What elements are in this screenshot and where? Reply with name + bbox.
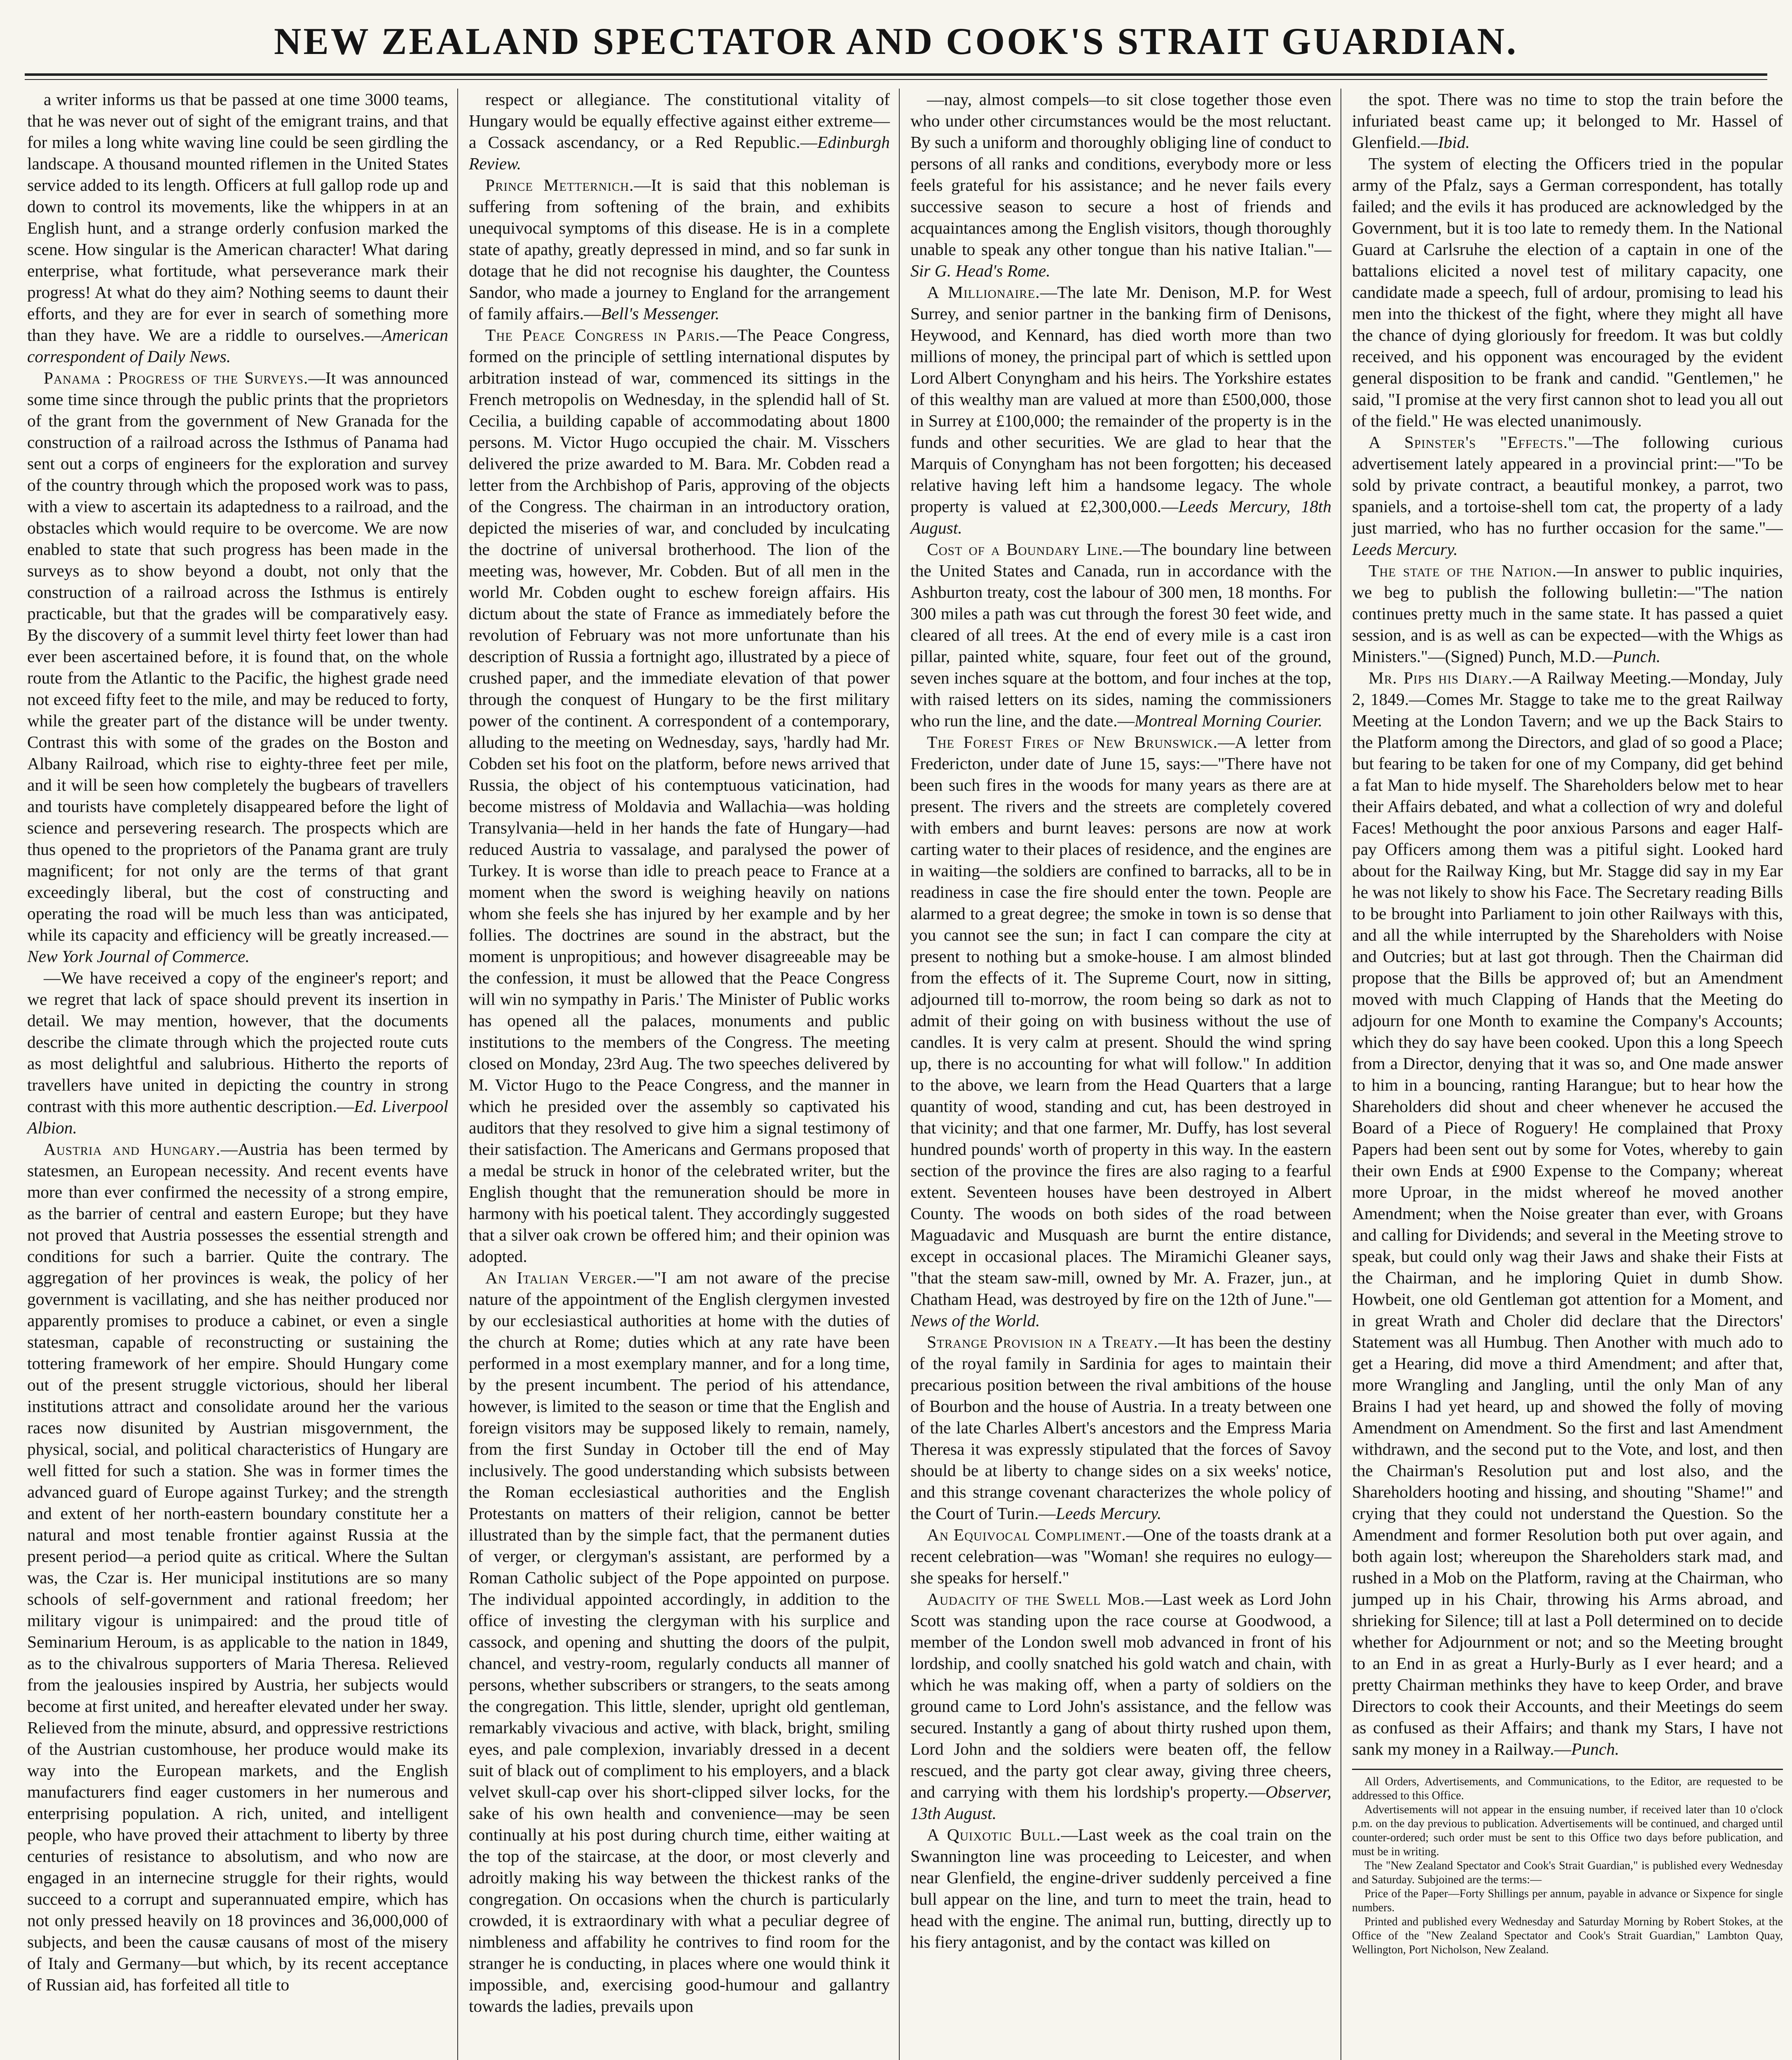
- article-paragraph: [27, 367, 448, 967]
- article-heading: An Italian Verger.: [485, 1268, 637, 1287]
- article-paragraph: [910, 1588, 1331, 1824]
- article-body: —"I am not aware of the precise nature of the appointment of the English clergymen invested by our ecclesiastical authorities at home with the duties of the church at Rome; duties which at any rate have been performed in a most exemplary manner, and for a long time, by the present incumbent. The period of his attendance, however, is limited to the season or time that the English and foreign visitors may be supposed likely to remain, namely, from the first Sunday in October till the end of May inclusively. The good understanding which subsists between the Roman ecclesiastical authorities and the English Protestants on matters of their religion, cannot be better illustrated than by the simple fact, that the permanent duties of verger, or clergyman's assistant, are performed by a Roman Catholic subject of the Pope appointed on purpose. The individual appointed accordingly, in addition to the office of investing the clergyman with his surplice and cassock, and opening and shutting the doors of the pulpit, chancel, and vestry-room, regularly conducts all manner of persons, whether subscribers or strangers, to the seats among the congregation. This little, slender, upright old gentleman, remarkably vivacious and active, with black, bright, smiling eyes, and pale complexion, invariably dressed in a decent suit of black out of compliment to his employers, and a black velvet skull-cap over his short-clipped silver locks, for the sake of his own health and convenience—may be seen continually at his post during church time, either waiting at the top of the staircase, at the door, or most cleverly and adroitly making his way between the thickest ranks of the congregation. On occasions when the church is particularly crowded, it is extraordinary with what a peculiar degree of nimbleness and affability he contrives to find room for the stranger he is conducting, in places where one would think it impossible, and, exercising good-humour and gallantry towards the ladies, prevails upon: [469, 1268, 890, 2016]
- article-body: —The following curious advertisement lately appeared in a provincial print:—"To be sold by private contract, a beautiful monkey, a parrot, two spaniels, and a tortoise-shell tom cat, the property of a lady just married, who has no further occasion for the same."—: [1352, 433, 1783, 537]
- article-paragraph: [27, 1138, 448, 1995]
- article-source: Observer, 13th August.: [910, 1782, 1331, 1823]
- article-paragraph: [910, 538, 1331, 731]
- article-source: Leeds Mercury, 18th August.: [910, 497, 1331, 537]
- article-source: Bell's Messenger.: [601, 304, 720, 323]
- article-heading: Prince Metternich.: [485, 176, 634, 194]
- article-source: News of the World.: [910, 1311, 1040, 1330]
- article-paragraph: [469, 89, 890, 174]
- article-body: —In answer to public inquiries, we beg to publish the following bulletin:—"The nation continues pretty much in the same state. It has passed a quiet session, and is as well as can be expected—with the Whigs as Ministers."—(Signed) Punch, M.D.—: [1352, 561, 1783, 666]
- article-heading: Panama : Progress of the Surveys.: [44, 368, 309, 387]
- text-columns: [25, 89, 1783, 2060]
- article-source: Montreal Morning Courier.: [1134, 711, 1323, 730]
- column-2: [466, 89, 900, 2060]
- publisher-notice: Price of the Paper—Forty Shillings per annum, payable in advance or Sixpence for single numbers.: [1352, 1887, 1783, 1914]
- article-body: —The late Mr. Denison, M.P. for West Surrey, and senior partner in the banking firm of Denisons, Heywood, and Kennard, has died worth more than two millions of money, the principal part of which is settled upon Lord Albert Conyngham and his heirs. The Yorkshire estates of this wealthy man are valued at more than £500,000, those in Surrey at £100,000; the remainder of the property is in the funds and other securities. We are glad to hear that the Marquis of Conyngham has not been forgotten; his deceased relative having left him a handsome legacy. The whole property is valued at £2,300,000.—: [910, 283, 1331, 516]
- article-source: Punch.: [1571, 1739, 1619, 1758]
- article-paragraph: [910, 1524, 1331, 1588]
- article-body: —We have received a copy of the engineer's report; and we regret that lack of space should prevent its insertion in detail. We may mention, however, that the documents describe the climate through which the projected route cuts as most delightful and salubrious. Hitherto the reports of travellers have united in depicting the country in strong contrast with this more authentic description.—: [27, 968, 448, 1116]
- article-body: a writer informs us that be passed at one time 3000 teams, that he was never out of sight of the emigrant trains, and that for miles a long white waving line could be seen girdling the landscape. A thousand mounted riflemen in the United States service added to its length. Officers at full gallop rode up and down to control its movements, like the whippers in at an English hunt, and a strange orderly confusion marked the scene. How singular is the American character! What daring enterprise, what fortitude, what perseverance mark their progress! At what do they aim? Nothing seems to daunt their efforts, and they are for ever in search of something more than they have. We are a riddle to ourselves.—: [27, 90, 448, 344]
- article-source: Sir G. Head's Rome.: [910, 261, 1050, 280]
- article-paragraph: [1352, 153, 1783, 431]
- article-source: Punch.: [1612, 647, 1661, 666]
- article-source: Leeds Mercury.: [1352, 540, 1458, 559]
- article-paragraph: [1352, 560, 1783, 667]
- column-4: [1350, 89, 1783, 2060]
- article-body: —Last week as Lord John Scott was standing upon the race course at Goodwood, a member of the London swell mob advanced in front of his lordship, and coolly snatched his gold watch and chain, with which he was making off, when a party of soldiers on the ground came to Lord John's assistance, and the fellow was secured. Instantly a gang of about thirty rushed upon them, Lord John and the soldiers were beaten off, the fellow rescued, and the party got clear away, giving three cheers, and carrying with them his lordship's property.—: [910, 1589, 1331, 1801]
- article-body: —One of the toasts drank at a recent celebration—was "Woman! she requires no eulogy—she speaks for herself.": [910, 1525, 1331, 1587]
- article-source: American correspondent of Daily News.: [27, 325, 448, 366]
- article-heading: A Quixotic Bull.: [927, 1825, 1061, 1844]
- article-paragraph: [910, 1824, 1331, 1952]
- publisher-notice: Advertisements will not appear in the ensuing number, if received later than 10 o'clock p.m. on the day previous to publication. Advertisements will be continued, and charged until counter-ordered; such order must be sent to this Office two days before publication, and must be in writing.: [1352, 1803, 1783, 1858]
- article-heading: The Peace Congress in Paris.: [485, 325, 720, 344]
- article-heading: Austria and Hungary.: [44, 1140, 221, 1159]
- article-paragraph: [1352, 89, 1783, 153]
- article-heading: Mr. Pips his Diary.: [1369, 668, 1513, 687]
- article-paragraph: [910, 281, 1331, 538]
- article-source: Ibid.: [1438, 133, 1470, 152]
- article-body: —It has been the destiny of the royal family in Sardinia for ages to maintain their precarious position between the rival ambitions of the house of Bourbon and the house of Austria. In a treaty between one of the late Charles Albert's ancestors and the Empress Maria Theresa it was expressly stipulated that the forces of Savoy should be at liberty to change sides on a six weeks' notice, and this strange covenant characterizes the whole policy of the Court of Turin.—: [910, 1332, 1331, 1523]
- article-paragraph: [27, 89, 448, 367]
- article-body: respect or allegiance. The constitutional vitality of Hungary would be equally effective against either extreme—a Cossack ascendancy, or a Red Republic.—: [469, 90, 890, 152]
- article-paragraph: [27, 967, 448, 1138]
- publisher-notice: Printed and published every Wednesday and Saturday Morning by Robert Stokes, at the Office of the "New Zealand Spectator and Cook's Strait Guardian," Lambton Quay, Wellington, Port Nicholson, New Zealand.: [1352, 1915, 1783, 1956]
- article-paragraph: [910, 89, 1331, 281]
- article-paragraph: [1352, 431, 1783, 560]
- article-heading: A Millionaire.: [927, 283, 1040, 302]
- article-paragraph: [469, 1267, 890, 2017]
- masthead-rule-thin: [25, 79, 1767, 80]
- article-body: —The Peace Congress, formed on the principle of settling international disputes by arbitration instead of war, commenced its sittings in the French metropolis on Wednesday, in the splendid hall of St. Cecilia, a building capable of accommodating about 1800 persons. M. Victor Hugo occupied the chair. M. Visschers delivered the prize awarded to M. Bara. Mr. Cobden read a letter from the Archbishop of Paris, approving of the objects of the Congress. The chairman in an introductory oration, depicted the miseries of war, and concluded by inculcating the doctrine of universal brotherhood. The lion of the meeting was, however, Mr. Cobden. But of all men in the world Mr. Cobden ought to eschew foreign affairs. His dictum about the state of France as immediately before the revolution of February was not more unfortunate than his description of Russia a fortnight ago, illustrated by a piece of crushed paper, and the immediate elevation of that power through the conquest of Hungary to be the first military power of the continent. A correspondent of a contemporary, alluding to the meeting on Wednesday, says, 'hardly had Mr. Cobden set his foot on the platform, before news arrived that Russia, the object of his contemptuous vaticination, had become mistress of Moldavia and Wallachia—was holding Transylvania—held in her hands the fate of Hungary—had reduced Austria to vassalage, and paralysed the power of Turkey. It is worse than idle to preach peace to France at a moment when the sword is weighing heavily on nations whom she feels she has injured by her example and by her follies. The doctrines are sound in the abstract, but the moment is unpropitious; and however disagreeable may be the confession, it must be allowed that the Peace Congress will win no sympathy in Paris.' The Minister of Public works has opened all the palaces, monuments and public institutions to the members of the Congress. The meeting closed on Monday, 23rd Aug. The two speeches delivered by M. Victor Hugo to the Peace Congress, and the manner in which he presided over the assembly so captivated his auditors that they resolved to give him a signal testimony of their satisfaction. The Americans and Germans proposed that a medal be struck in honor of the celebrated writer, but the English thought that the remuneration should be more in harmony with his poetical talent. They accordingly suggested that a silver oak crown be offered him; and their opinion was adopted.: [469, 325, 890, 1266]
- column-3: [908, 89, 1341, 2060]
- article-source: Ed. Liverpool Albion.: [27, 1097, 448, 1137]
- article-paragraph: [1352, 667, 1783, 1760]
- publisher-notice: The "New Zealand Spectator and Cook's Strait Guardian," is published every Wednesday and Saturday. Subjoined are the terms:—: [1352, 1859, 1783, 1886]
- article-body: —It was announced some time since through the public prints that the proprietors of the grant from the government of New Granada for the construction of a railroad across the Isthmus of Panama had sent out a corps of engineers for the exploration and survey of the country through which the proposed work was to pass, with a view to ascertain its adaptedness to a railroad, and the obstacles which would require to be overcome. We are now enabled to state that such progress has been made in the surveys as to show beyond a doubt, not only that the construction of a railroad across the Isthmus is entirely practicable, but that the grades will be comparatively easy. By the discovery of a summit level thirty feet lower than had ever been ascertained before, it is found that, on the whole route from the Atlantic to the Pacific, the highest grade need not exceed fifty feet to the mile, and may be reduced to forty, while the greater part of the distance will be under twenty. Contrast this with some of the grades on the Boston and Albany Railroad, which rise to eighty-three feet per mile, and it will be seen how completely the bugbears of travellers and tourists have completely disappeared before the light of science and persevering research. The prospects which are thus opened to the proprietors of the Panama grant are truly magnificent; for not only are the terms of that grant exceedingly liberal, but the cost of constructing and operating the road will be much less than was anticipated, while its capacity and efficiency will be greatly increased.—: [27, 368, 448, 944]
- publisher-notice: All Orders, Advertisements, and Communications, to the Editor, are requested to be addressed to this Office.: [1352, 1775, 1783, 1802]
- masthead-rule: [25, 73, 1767, 76]
- article-paragraph: [910, 1331, 1331, 1524]
- article-body: —Austria has been termed by statesmen, an European necessity. And recent events have more than ever confirmed the necessity of a strong empire, as the barrier of central and eastern Europe; but they have not proved that Austria possesses the essential strength and conditions for such a barrier. Quite the contrary. The aggregation of her provinces is weak, the policy of her government is vacillating, and she has neither produced nor apparently promises to produce a cabinet, or even a single statesman, capable of reconstructing or sustaining the tottering framework of her empire. Should Hungary come out of the present struggle victorious, should her liberal institutions attract and consolidate around her the various races now disunited by Austrian misgovernment, the physical, social, and political characteristics of Hungary are well fitted for such a station. She was in former times the advanced guard of Europe against Turkey; and the strength and extent of her north-eastern boundary constitute her a natural and most tenable frontier against Russia at the present period—a period quite as critical. Where the Sultan was, the Czar is. Her municipal institutions are so many schools of self-government and rational freedom; her military vigour is unimpaired: and the proud title of Seminarium Heroum, is as applicable to the nation in 1849, as to the chivalrous supporters of Maria Theresa. Relieved from the jealousies inspired by Austria, her subjects would become at first united, and hereafter elevated under her sway. Relieved from the minute, absurd, and oppressive restrictions of the Austrian customhouse, her produce would make its way into the European markets, and the English manufacturers find eager customers in her numerous and enterprising population. A rich, united, and intelligent people, who have proved their attachment to liberty by three centuries of resistance to absolutism, and who now are engaged in an internecine struggle for their rights, would succeed to a corrupt and superannuated empire, which has not only pressed heavily on 18 provinces and 36,000,000 of subjects, and been the causæ causans of most of the misery of Italy and Germany—but which, by its recent acceptance of Russian aid, has forfeited all title to: [27, 1140, 448, 1994]
- article-paragraph: [910, 731, 1331, 1331]
- column-1: [25, 89, 458, 2060]
- article-body: —nay, almost compels—to sit close together those even who under other circumstances would be the most reluctant. By such a uniform and thoroughly obliging line of conduct to persons of all ranks and conditions, everybody more or less feels grateful for his assistance; and he never fails every successive season to secure a host of friends and acquaintances among the English visitors, though thoroughly unable to speak any other tongue than his native Italian."—: [910, 90, 1331, 259]
- article-body: —Last week as the coal train on the Swannington line was proceeding to Leicester, and when near Glenfield, the engine-driver suddenly perceived a fine bull appear on the line, and turn to meet the train, head to head with the engine. The animal run, butting, directly up to his fiery antagonist, and by the contact was killed on: [910, 1825, 1331, 1951]
- article-body: The system of electing the Officers tried in the popular army of the Pfalz, says a German correspondent, has totally failed; and the evils it has produced are acknowledged by the Government, but it is too late to remedy them. In the National Guard at Carlsruhe the election of a captain in one of the battalions elicited a novel test of military capacity, one candidate made a speech, full of ardour, promising to lead his men into the thickest of the fight, where they might all have the chance of dying gloriously for freedom. It was but coldly received, and his opponent was encouraged by the evident general disposition to be frank and candid. "Gentlemen," he said, "I promise at the very first cannon shot to lead you all out of the field." He was elected unanimously.: [1352, 154, 1783, 430]
- article-body: —A Railway Meeting.—Monday, July 2, 1849.—Comes Mr. Stagge to take me to the great Railway Meeting at the London Tavern; and we up the Back Stairs to the Platform among the Directors, and glad of so good a Place; but fearing to be taken for one of my Company, did get behind a fat Man to hide myself. The Shareholders below met to hear their Affairs debated, and what a collection of wry and doleful Faces! Methought the poor anxious Parsons and eager Half-pay Officers among them was a pitiful sight. Looked hard about for the Railway King, but Mr. Stagge did say in my Ear he was not likely to show his Face. The Secretary reading Bills to be brought into Parliament to join other Railways with this, and all the while interrupted by the Shareholders with Noise and Outcries; but at last got through. Then the Chairman did propose that the Bills be approved of; but an Amendment moved with much Clapping of Hands that the Meeting do adjourn for one Month to examine the Company's Accounts; which they do say have been cooked. Upon this a long Speech from a Director, denying that it was so, and One made answer to him in a bouncing, ranting Harangue; but to hear how the Shareholders did shout and cheer whenever he accused the Board of a Piece of Roguery! He complained that Proxy Papers had been sent out by some for Votes, whereby to gain their own Ends at £900 Expense to the Company; whereat more Uproar, in the midst whereof he moved another Amendment; when the Noise greater than ever, with Groans and calling for Dividends; and several in the Meeting strove to speak, but could only wag their Jaws and shake their Fists at the Chairman, and he imploring Quiet in dumb Show. Howbeit, one old Gentleman got attention for a Moment, and in great Wrath and Choler did declare that the Directors' Statement was all Humbug. Then Another with much ado to get a Hearing, did move a third Amendment; and after that, more Wrangling and Jangling, until the only Man of any Brains I had yet heard, up and showed the folly of moving Amendment on Amendment. So the first and last Amendment withdrawn, and the second put to the Vote, and lost, and then the Chairman's Resolution put and lost also, and the Shareholders hooting and hissing, and shouting "Shame!" and crying that they could not understand the Question. So the Amendment and former Resolution both put over again, and both again lost; whereupon the Shareholders stark mad, and rushed in a Mob on the Platform, raving at the Chairman, who jumped up in his Chair, throwing his Arms abroad, and shrieking for Silence; till at last a Poll determined on to decide whether for Adjournment or not; and so the Meeting brought to an End in as great a Hurly-Burly as I ever heard; and a pretty Chairman methinks they have to keep Order, and brave Directors to cook their Accounts, and their Meetings do seem as confused as their Affairs; and thank my Stars, I have not sank my money in a Railway.—: [1352, 668, 1783, 1758]
- article-source: Leeds Mercury.: [1055, 1504, 1162, 1523]
- article-body: —It is said that this nobleman is suffering from softening of the brain, and exhibits unequivocal symptoms of this disease. He is in a complete state of apathy, greatly depressed in mind, and so far sunk in dotage that he did not recognise his daughter, the Countess Sandor, who made a journey to England for the arrangement of family affairs.—: [469, 176, 890, 323]
- article-heading: The state of the Nation.: [1369, 561, 1557, 580]
- article-heading: A Spinster's "Effects.": [1369, 433, 1576, 452]
- article-heading: The Forest Fires of New Brunswick.: [927, 733, 1218, 751]
- article-body: —A letter from Fredericton, under date of June 15, says:—"There have not been such fires in the woods for many years as there are at present. The rivers and the streets are completely covered with embers and burnt leaves: persons are now at work carting water to their places of residence, and the engines are in waiting—the soldiers are confined to barracks, all to be in readiness in case the fire should enter the town. People are alarmed to a great degree; the smoke in town is so dense that you cannot see the sun; in fact I can compare the city at present to nothing but a smoke-house. I am almost blinded from the effects of it. The Supreme Court, now in sitting, adjourned till to-morrow, the room being so dark as not to admit of their going on with business without the use of candles. It is very calm at present. Should the wind spring up, there is no accounting for what will follow." In addition to the above, we learn from the Head Quarters that a large quantity of wood, standing and cut, has been destroyed in that vicinity; and that one farmer, Mr. Duffy, has lost several hundred pounds' worth of property in this way. In the eastern section of the province the fires are also raging to a fearful extent. Seventeen houses have been destroyed in Albert County. The woods on both sides of the road between Maguadavic and Musquash are burnt the entire distance, except in occasional places. The Miramichi Gleaner says, "that the steam saw-mill, owned by Mr. A. Frazer, jun., at Chatham Head, was destroyed by fire on the 12th of June."—: [910, 733, 1331, 1309]
- article-paragraph: [469, 324, 890, 1267]
- article-body: the spot. There was no time to stop the train before the infuriated beast came up; it belonged to Mr. Hassel of Glenfield.—: [1352, 90, 1783, 152]
- article-paragraph: [469, 174, 890, 324]
- article-heading: Cost of a Boundary Line.: [927, 540, 1123, 559]
- footer-rule: [1352, 1769, 1783, 1770]
- article-body: —The boundary line between the United States and Canada, run in accordance with the Ashburton treaty, cost the labour of 300 men, 18 months. For 300 miles a path was cut through the forest 30 feet wide, and cleared of all trees. At the end of every mile is a cast iron pillar, painted white, square, four feet out of the ground, seven inches square at the bottom, and four inches at the top, with raised letters on its sides, naming the commissioners who run the line, and the date.—: [910, 540, 1332, 730]
- article-heading: Audacity of the Swell Mob.: [927, 1589, 1145, 1608]
- article-heading: An Equivocal Compliment.: [927, 1525, 1126, 1544]
- masthead-title: NEW ZEALAND SPECTATOR AND COOK'S STRAIT GUARDIAN.: [274, 20, 1518, 62]
- article-source: Edinburgh Review.: [469, 133, 890, 173]
- article-source: New York Journal of Commerce.: [27, 947, 250, 966]
- article-heading: Strange Provision in a Treaty.: [927, 1332, 1158, 1351]
